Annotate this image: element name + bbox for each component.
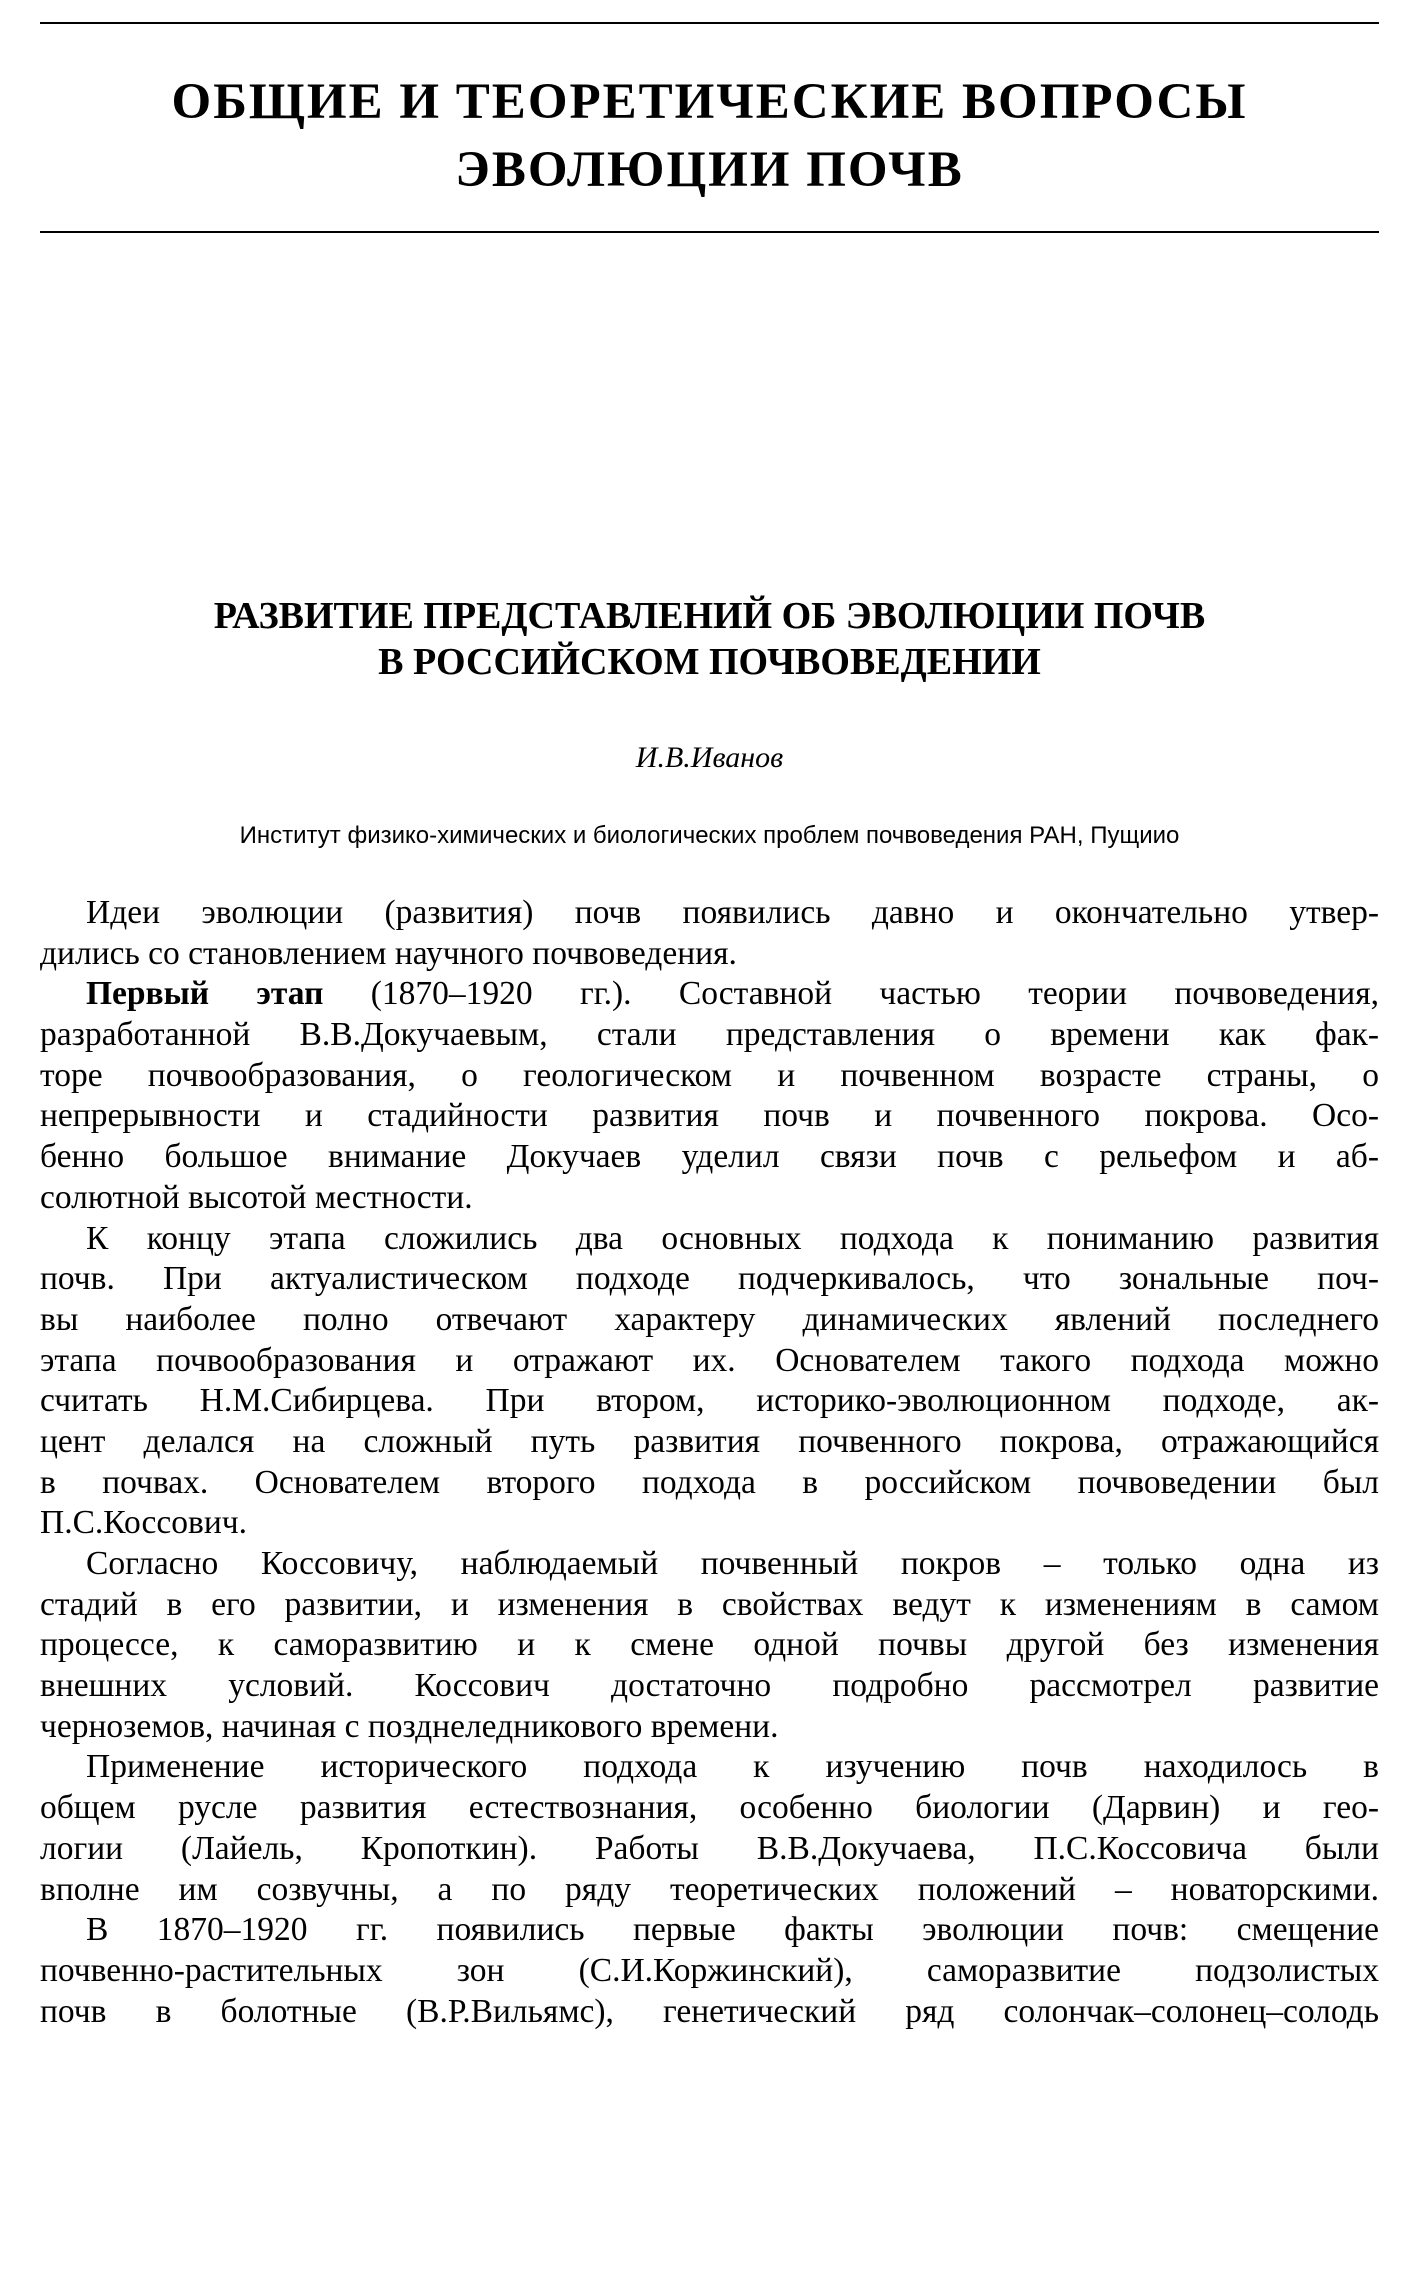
section-title-line-1: ОБЩИЕ И ТЕОРЕТИЧЕСКИЕ ВОПРОСЫ — [171, 74, 1248, 130]
body-line: почв. При актуалистическом подходе подчеркивалось, что зональные поч- — [40, 1260, 1379, 1298]
section-title-line-2: ЭВОЛЮЦИИ ПОЧВ — [455, 142, 964, 198]
body-line: разработанной В.В.Докучаевым, стали представления о времени как фак- — [40, 1016, 1379, 1054]
body-line: Идеи эволюции (развития) почв появились давно и окончательно утвер- — [86, 894, 1379, 931]
body-line-text: (1870–1920 гг.). Составной частью теории почвоведения, — [323, 975, 1379, 1013]
body-line: Согласно Коссовичу, наблюдаемый почвенный покров – только одна из — [86, 1545, 1379, 1582]
body-line: Применение исторического подхода к изучению почв находилось в — [86, 1748, 1379, 1786]
body-line: в почвах. Основателем второго подхода в российском почвоведении был — [40, 1463, 1379, 1501]
body-line: этапа почвообразования и отражают их. Основателем такого подхода можно — [40, 1341, 1379, 1379]
author-name: И.В.Иванов — [635, 741, 784, 774]
body-line: П.С.Коссович. — [40, 1504, 248, 1542]
stage-heading: Первый этап — [86, 975, 324, 1013]
body-line: В 1870–1920 гг. появились первые факты эволюции почв: смещение — [86, 1911, 1379, 1949]
body-line: торе почвообразования, о геологическом и почвенном возрасте страны, о — [40, 1056, 1379, 1094]
body-line: черноземов, начиная с позднеледникового времени. — [40, 1707, 779, 1745]
article-title-line-1: РАЗВИТИЕ ПРЕДСТАВЛЕНИЙ ОБ ЭВОЛЮЦИИ ПОЧВ — [213, 595, 1206, 637]
section-title — [40, 68, 1379, 204]
body-line — [40, 974, 1379, 1015]
body-line: считать Н.М.Сибирцева. При втором, историко-эволюционном подходе, ак- — [40, 1382, 1379, 1420]
body-line: почв в болотные (В.Р.Вильямс), генетический ряд солончак–солонец–солодь — [40, 1992, 1379, 2030]
body-line: вполне им созвучны, а по ряду теоретических положений – новаторскими. — [40, 1870, 1379, 1908]
body-line: цент делался на сложный путь развития почвенного покрова, отражающийся — [40, 1422, 1379, 1460]
body-line: почвенно-растительных зон (С.И.Коржинский), саморазвитие подзолистых — [40, 1951, 1379, 1989]
body-line: К концу этапа сложились два основных подхода к пониманию развития — [86, 1219, 1379, 1257]
body-line: бенно большое внимание Докучаев уделил связи почв с рельефом и аб- — [40, 1138, 1379, 1176]
body-line: солютной высотой местности. — [40, 1178, 473, 1216]
author-affiliation: Институт физико-химических и биологических проблем почвоведения РАН, Пущиио — [239, 822, 1180, 849]
body-line: процессе, к саморазвитию и к смене одной почвы другой без изменения — [40, 1626, 1379, 1664]
body-line: логии (Лайель, Кропоткин). Работы В.В.Докучаева, П.С.Коссовича были — [40, 1829, 1379, 1867]
body-line: вы наиболее полно отвечают характеру динамических явлений последнего — [40, 1300, 1379, 1338]
body-line: общем русле развития естествознания, особенно биологии (Дарвин) и гео- — [40, 1789, 1379, 1827]
body-line: дились со становлением научного почвоведения. — [40, 934, 737, 972]
body-line: непрерывности и стадийности развития почв и почвенного покрова. Осо- — [40, 1097, 1379, 1135]
body-line: стадий в его развитии, и изменения в свойствах ведут к изменениям в самом — [40, 1585, 1379, 1623]
article-title-line-2: В РОССИЙСКОМ ПОЧВОВЕДЕНИИ — [378, 641, 1041, 683]
article-title — [40, 593, 1379, 685]
top-rule — [40, 22, 1379, 24]
body-line: внешних условий. Коссович достаточно подробно рассмотрел развитие — [40, 1667, 1379, 1705]
section-title-bottom-rule — [40, 231, 1379, 233]
article-body — [40, 893, 1379, 2032]
